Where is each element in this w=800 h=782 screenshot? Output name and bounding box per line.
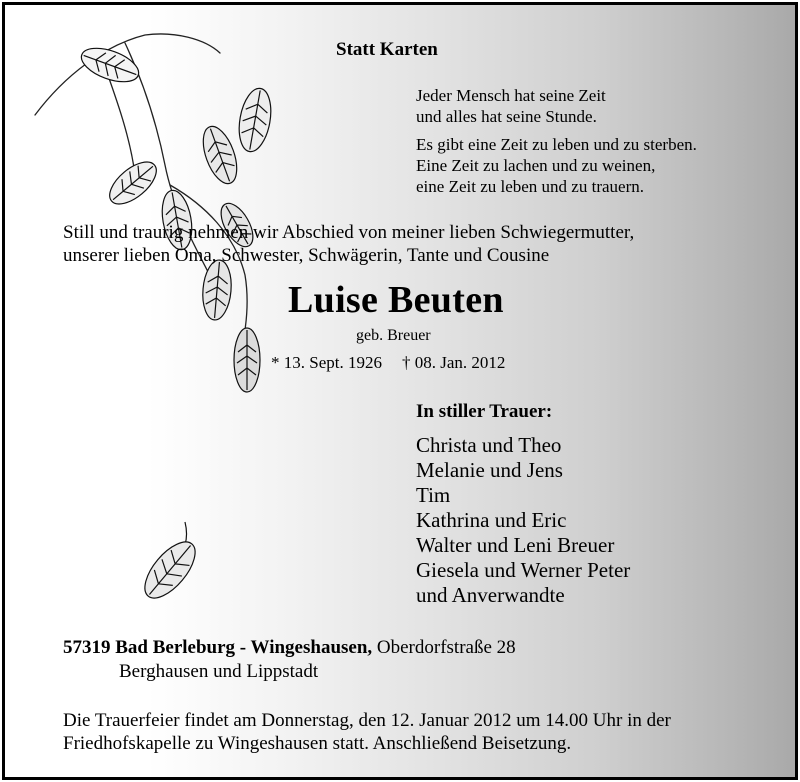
header-title: Statt Karten (336, 39, 438, 60)
birth-name: geb. Breuer (356, 327, 431, 344)
mourner-name: Kathrina und Eric (416, 508, 567, 532)
deceased-name: Luise Beuten (288, 279, 504, 321)
quote-line: Jeder Mensch hat seine Zeit (416, 86, 606, 105)
intro-text (63, 221, 634, 267)
life-dates (271, 353, 505, 373)
mourners-list (416, 433, 630, 608)
funeral-info (63, 709, 671, 755)
quote-block (416, 85, 697, 197)
quote-line: Es gibt eine Zeit zu leben und zu sterben. (416, 135, 697, 154)
mourner-name: Melanie und Jens (416, 458, 563, 482)
death-date: † 08. Jan. 2012 (401, 353, 506, 372)
address-city: 57319 Bad Berleburg - Wingeshausen, (63, 637, 373, 658)
mourners-title: In stiller Trauer: (416, 401, 553, 422)
quote-line: und alles hat seine Stunde. (416, 107, 597, 126)
quote-line: Eine Zeit zu lachen und zu weinen, (416, 156, 656, 175)
obituary-card (2, 2, 798, 780)
mourner-name: und Anverwandte (416, 583, 565, 607)
funeral-line: Friedhofskapelle zu Wingeshausen statt. Anschließend Beisetzung. (63, 733, 572, 754)
address-second-line: Berghausen und Lippstadt (119, 661, 319, 682)
mourner-name: Tim (416, 483, 451, 507)
intro-line: Still und traurig nehmen wir Abschied von meiner lieben Schwiegermutter, (63, 222, 635, 243)
mourner-name: Christa und Theo (416, 433, 562, 457)
funeral-line: Die Trauerfeier findet am Donnerstag, den 12. Januar 2012 um 14.00 Uhr in der (63, 710, 671, 731)
intro-line: unserer lieben Oma, Schwester, Schwägerin, Tante und Cousine (63, 245, 550, 266)
birch-leaves-icon (5, 5, 305, 625)
quote-line: eine Zeit zu leben und zu trauern. (416, 177, 644, 196)
birth-date: * 13. Sept. 1926 (271, 353, 382, 372)
address-street: Oberdorfstraße 28 (376, 637, 516, 658)
mourner-name: Giesela und Werner Peter (416, 558, 631, 582)
address-line (63, 637, 516, 659)
mourner-name: Walter und Leni Breuer (416, 533, 615, 557)
